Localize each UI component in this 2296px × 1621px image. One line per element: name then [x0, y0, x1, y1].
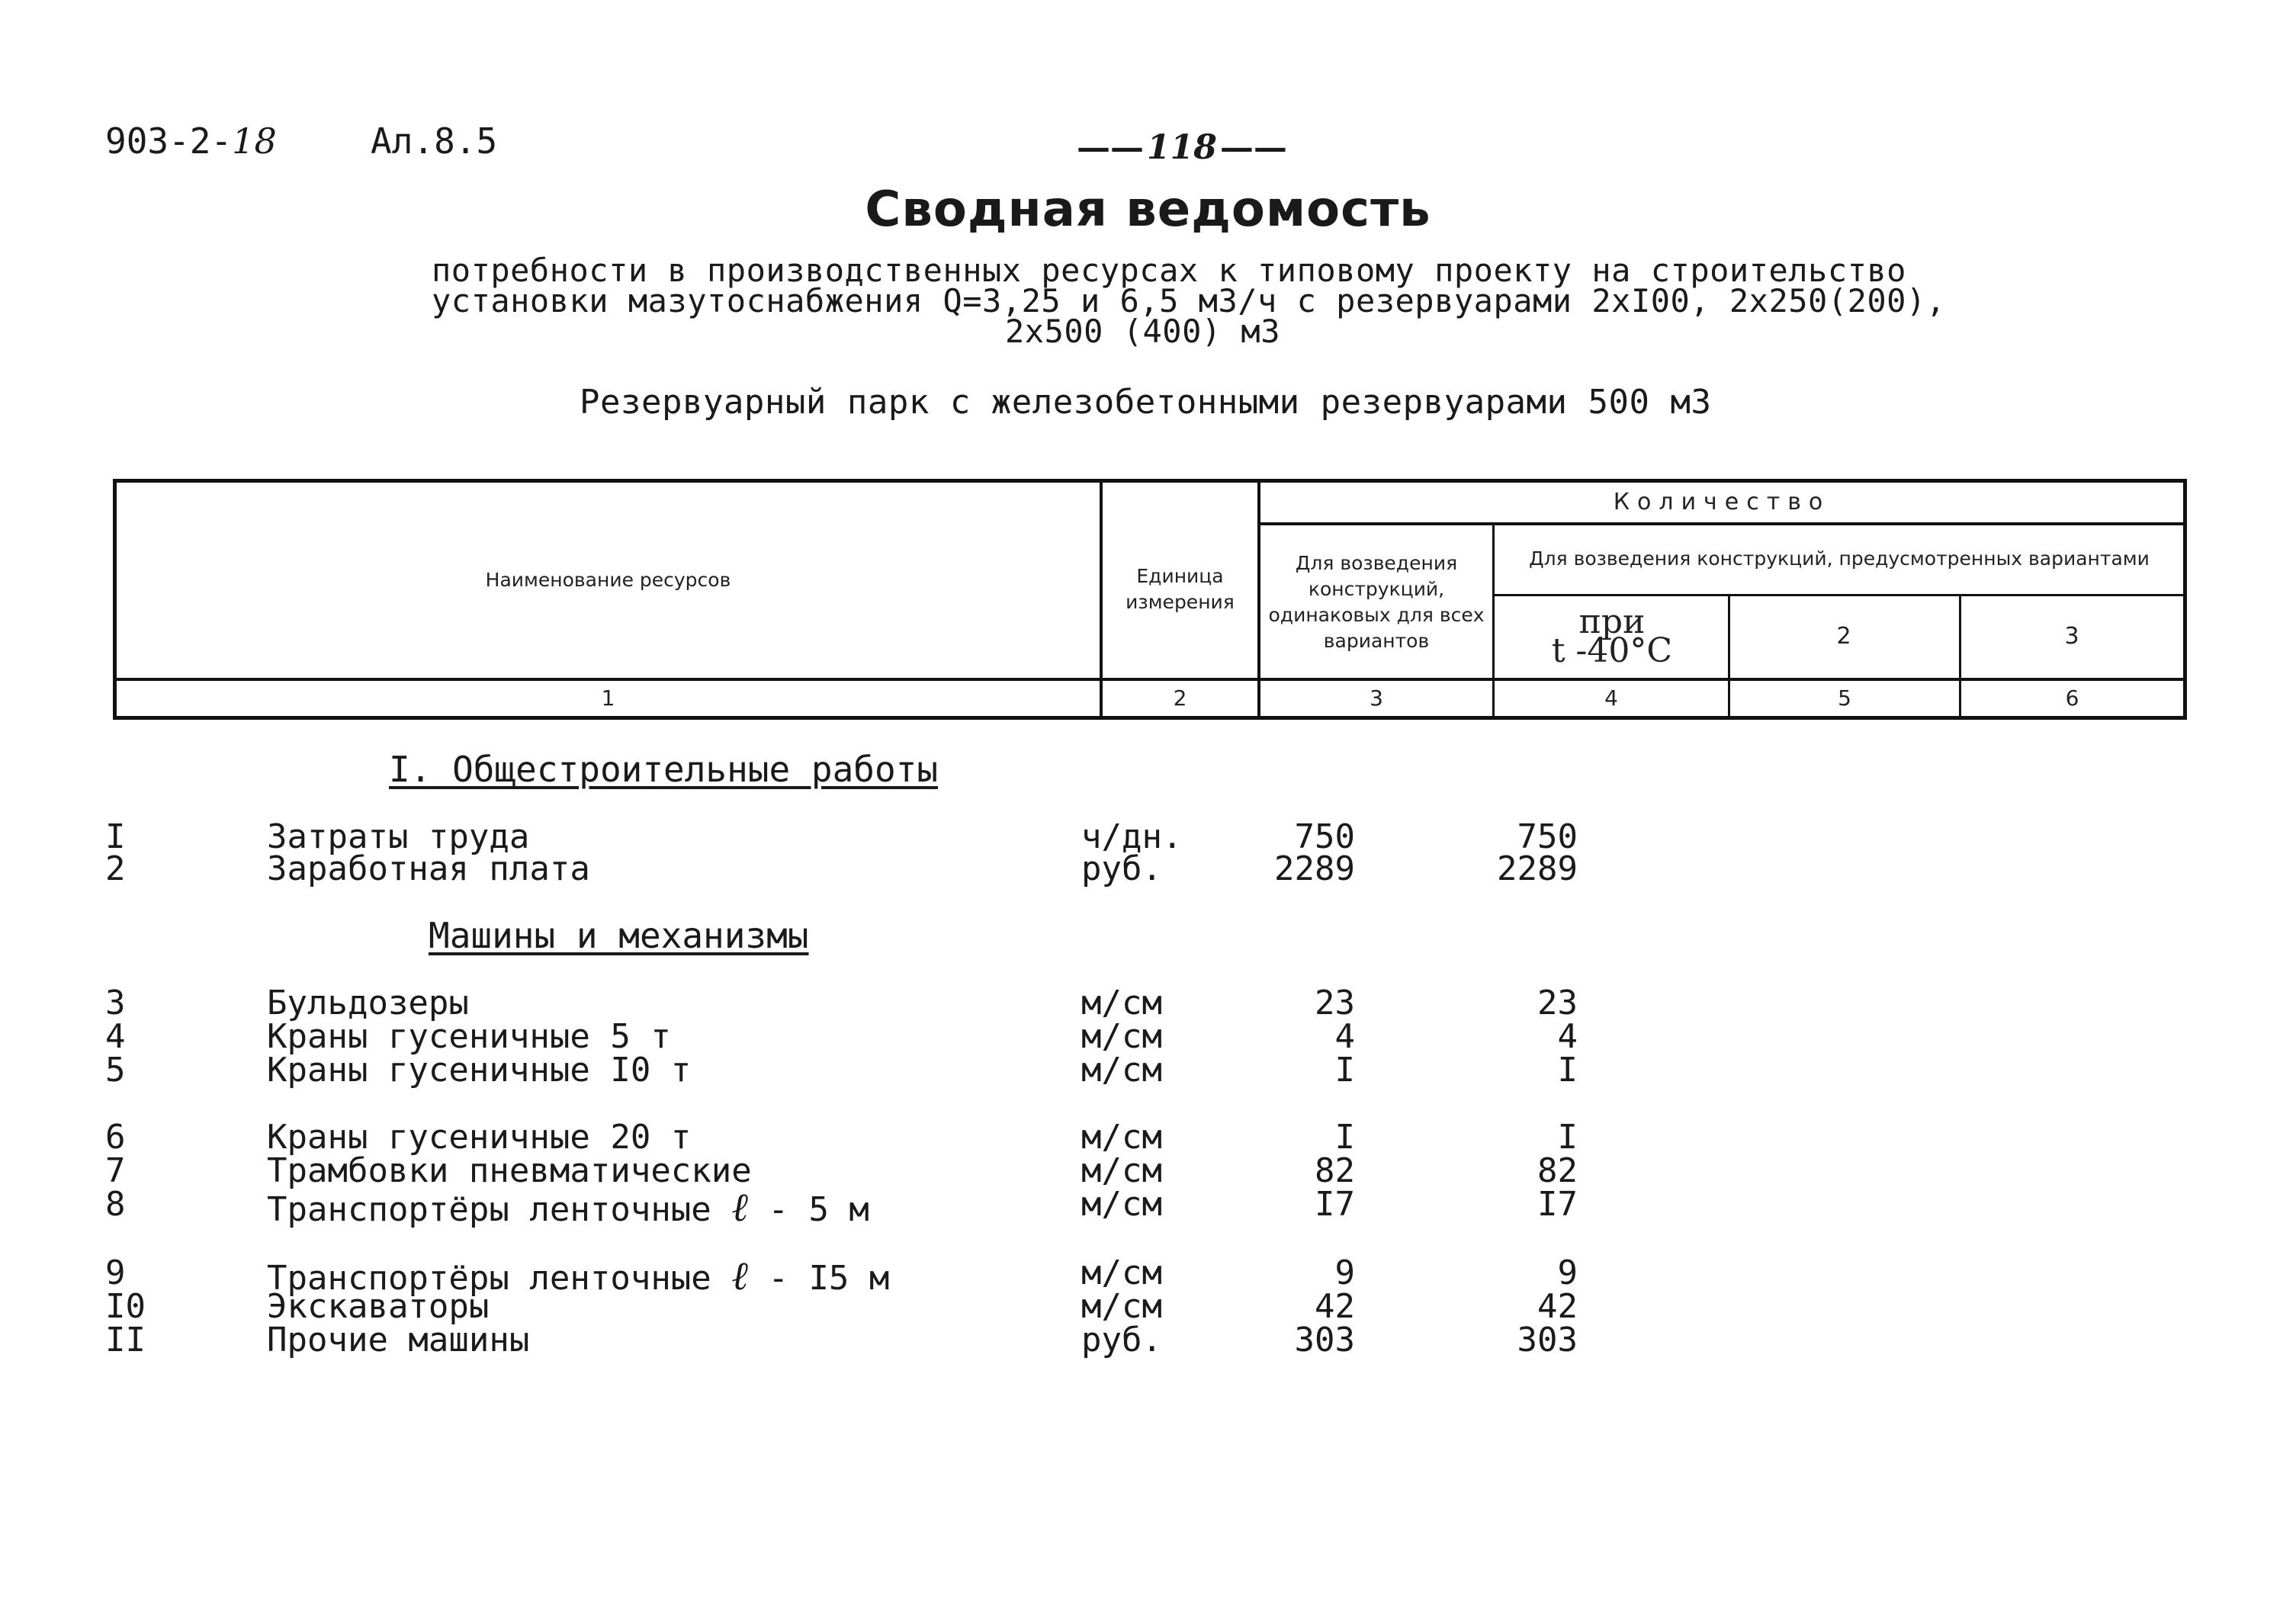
unit: м/см: [1081, 984, 1162, 1022]
qty-variant-1: 82: [1537, 1151, 1578, 1190]
resource-name: Прочие машины: [267, 1321, 530, 1359]
table-row: [0, 1118, 2296, 1157]
qty-common: I7: [1315, 1185, 1355, 1224]
qty-variant-1: I: [1557, 1118, 1578, 1157]
row-number: 5: [105, 1051, 126, 1090]
resource-name: Краны гусеничные I0 т: [267, 1051, 692, 1090]
qty-variant-1: 750: [1517, 817, 1578, 856]
row-number: II: [105, 1321, 146, 1359]
column-number-2: 2: [1173, 685, 1187, 711]
section-general-works-label: I. Общестроительные работы: [389, 749, 939, 790]
resource-name: Затраты труда: [267, 817, 530, 856]
header-resource-name: Наименование ресурсов: [485, 569, 731, 591]
resource-name: Бульдозеры: [267, 984, 469, 1022]
header-common-constructions: Для возведения конструкций, одинаковых для всех вариантов: [1268, 552, 1485, 652]
row-number: 3: [105, 984, 126, 1022]
qty-variant-1: 42: [1537, 1287, 1578, 1326]
table-row: [0, 817, 2296, 856]
section-machines-label: Машины и механизмы: [429, 915, 809, 956]
header-quantity: Количество: [1613, 489, 1831, 515]
document-code: [105, 120, 277, 162]
table-row: [0, 1051, 2296, 1090]
row-number: 7: [105, 1151, 126, 1190]
row-number: I0: [105, 1287, 146, 1326]
header-variant-1-top: при: [1578, 602, 1646, 641]
unit: ч/дн.: [1081, 817, 1183, 856]
header-variant-1: [1498, 597, 1726, 676]
column-number-5: 5: [1838, 685, 1851, 711]
qty-variant-1: I7: [1537, 1185, 1578, 1224]
resource-name: Заработная плата: [267, 849, 590, 888]
document-code-prefix: 903-2-: [105, 120, 233, 162]
qty-variant-1: 4: [1557, 1017, 1578, 1056]
qty-common: 2289: [1274, 849, 1355, 888]
row-number: 4: [105, 1017, 126, 1056]
qty-common: 82: [1315, 1151, 1355, 1190]
qty-common: I: [1334, 1051, 1355, 1090]
table-row: [0, 1017, 2296, 1056]
tank-park-title: Резервуарный парк с железобетонными резервуарами 500 м3: [580, 383, 1712, 422]
table-row: [0, 1321, 2296, 1359]
column-number-1: 1: [601, 685, 615, 711]
unit: руб.: [1081, 1321, 1162, 1359]
section-general-works: [389, 749, 938, 790]
row-number: 6: [105, 1118, 126, 1157]
table-row: [0, 984, 2296, 1022]
row-number: 2: [105, 849, 126, 888]
header-variant-2: 2: [1836, 623, 1851, 650]
sheet-number: Ал.8.5: [371, 120, 498, 162]
unit: м/см: [1081, 1151, 1162, 1190]
header-variant-1-bottom: t -40°C: [1551, 631, 1673, 670]
document-code-handwritten: 18: [232, 120, 277, 162]
resource-name: Трамбовки пневматические: [267, 1151, 752, 1190]
page-title: Сводная ведомость: [865, 181, 1431, 238]
resource-name-text: Транспортёры ленточные: [267, 1190, 711, 1229]
resource-name: Краны гусеничные 5 т: [267, 1017, 671, 1056]
page-number-value: 118: [1147, 128, 1217, 167]
header-unit: Единица измерения: [1126, 565, 1235, 613]
row-number: 8: [105, 1185, 126, 1224]
table-row: [0, 849, 2296, 888]
table-row: [0, 1185, 2296, 1231]
row-number: I: [105, 817, 126, 856]
unit: м/см: [1081, 1118, 1162, 1157]
resource-table-header: [113, 479, 2187, 720]
unit: руб.: [1081, 849, 1162, 888]
length-symbol: ℓ: [731, 1253, 748, 1299]
unit: м/см: [1081, 1253, 1162, 1292]
subtitle-line-2: установки мазутоснабжения Q=3,25 и 6,5 м3/ч с резервуарами 2хI00, 2х250(200),: [432, 282, 1946, 319]
table-row: [0, 1151, 2296, 1190]
subtitle-line-1: потребности в производственных ресурсах к типовому проекту на строительство: [432, 252, 1906, 289]
qty-common: I: [1334, 1118, 1355, 1157]
unit: м/см: [1081, 1017, 1162, 1056]
resource-name: Краны гусеничные 20 т: [267, 1118, 692, 1157]
qty-common: 4: [1334, 1017, 1355, 1056]
unit: м/см: [1081, 1287, 1162, 1326]
column-number-4: 4: [1604, 685, 1618, 711]
section-machines: [429, 915, 809, 956]
row-number: 9: [105, 1253, 126, 1292]
qty-common: 42: [1315, 1287, 1355, 1326]
column-number-3: 3: [1370, 685, 1383, 711]
resource-name: [267, 1185, 869, 1231]
page-number: [1077, 128, 1287, 167]
resource-name-length: - 5 м: [747, 1190, 869, 1229]
table-row: [0, 1253, 2296, 1299]
qty-common: 23: [1315, 984, 1355, 1022]
resource-name-text: Транспортёры ленточные: [267, 1259, 711, 1298]
header-variant-constructions: Для возведения конструкций, предусмотренных вариантами: [1529, 547, 2150, 570]
column-number-6: 6: [2065, 685, 2079, 711]
qty-variant-1: 9: [1557, 1253, 1578, 1292]
qty-variant-1: 23: [1537, 984, 1578, 1022]
qty-variant-1: 303: [1517, 1321, 1578, 1359]
resource-name: Экскаваторы: [267, 1287, 490, 1326]
header-variant-3: 3: [2064, 623, 2079, 650]
unit: м/см: [1081, 1051, 1162, 1090]
subtitle-line-3: 2х500 (400) м3: [1005, 313, 1281, 350]
resource-name-length: - I5 м: [747, 1259, 890, 1298]
length-symbol: ℓ: [731, 1185, 748, 1231]
qty-variant-1: I: [1557, 1051, 1578, 1090]
unit: м/см: [1081, 1185, 1162, 1224]
table-row: [0, 1287, 2296, 1326]
qty-common: 303: [1294, 1321, 1355, 1359]
qty-common: 9: [1334, 1253, 1355, 1292]
qty-variant-1: 2289: [1497, 849, 1578, 888]
qty-common: 750: [1294, 817, 1355, 856]
